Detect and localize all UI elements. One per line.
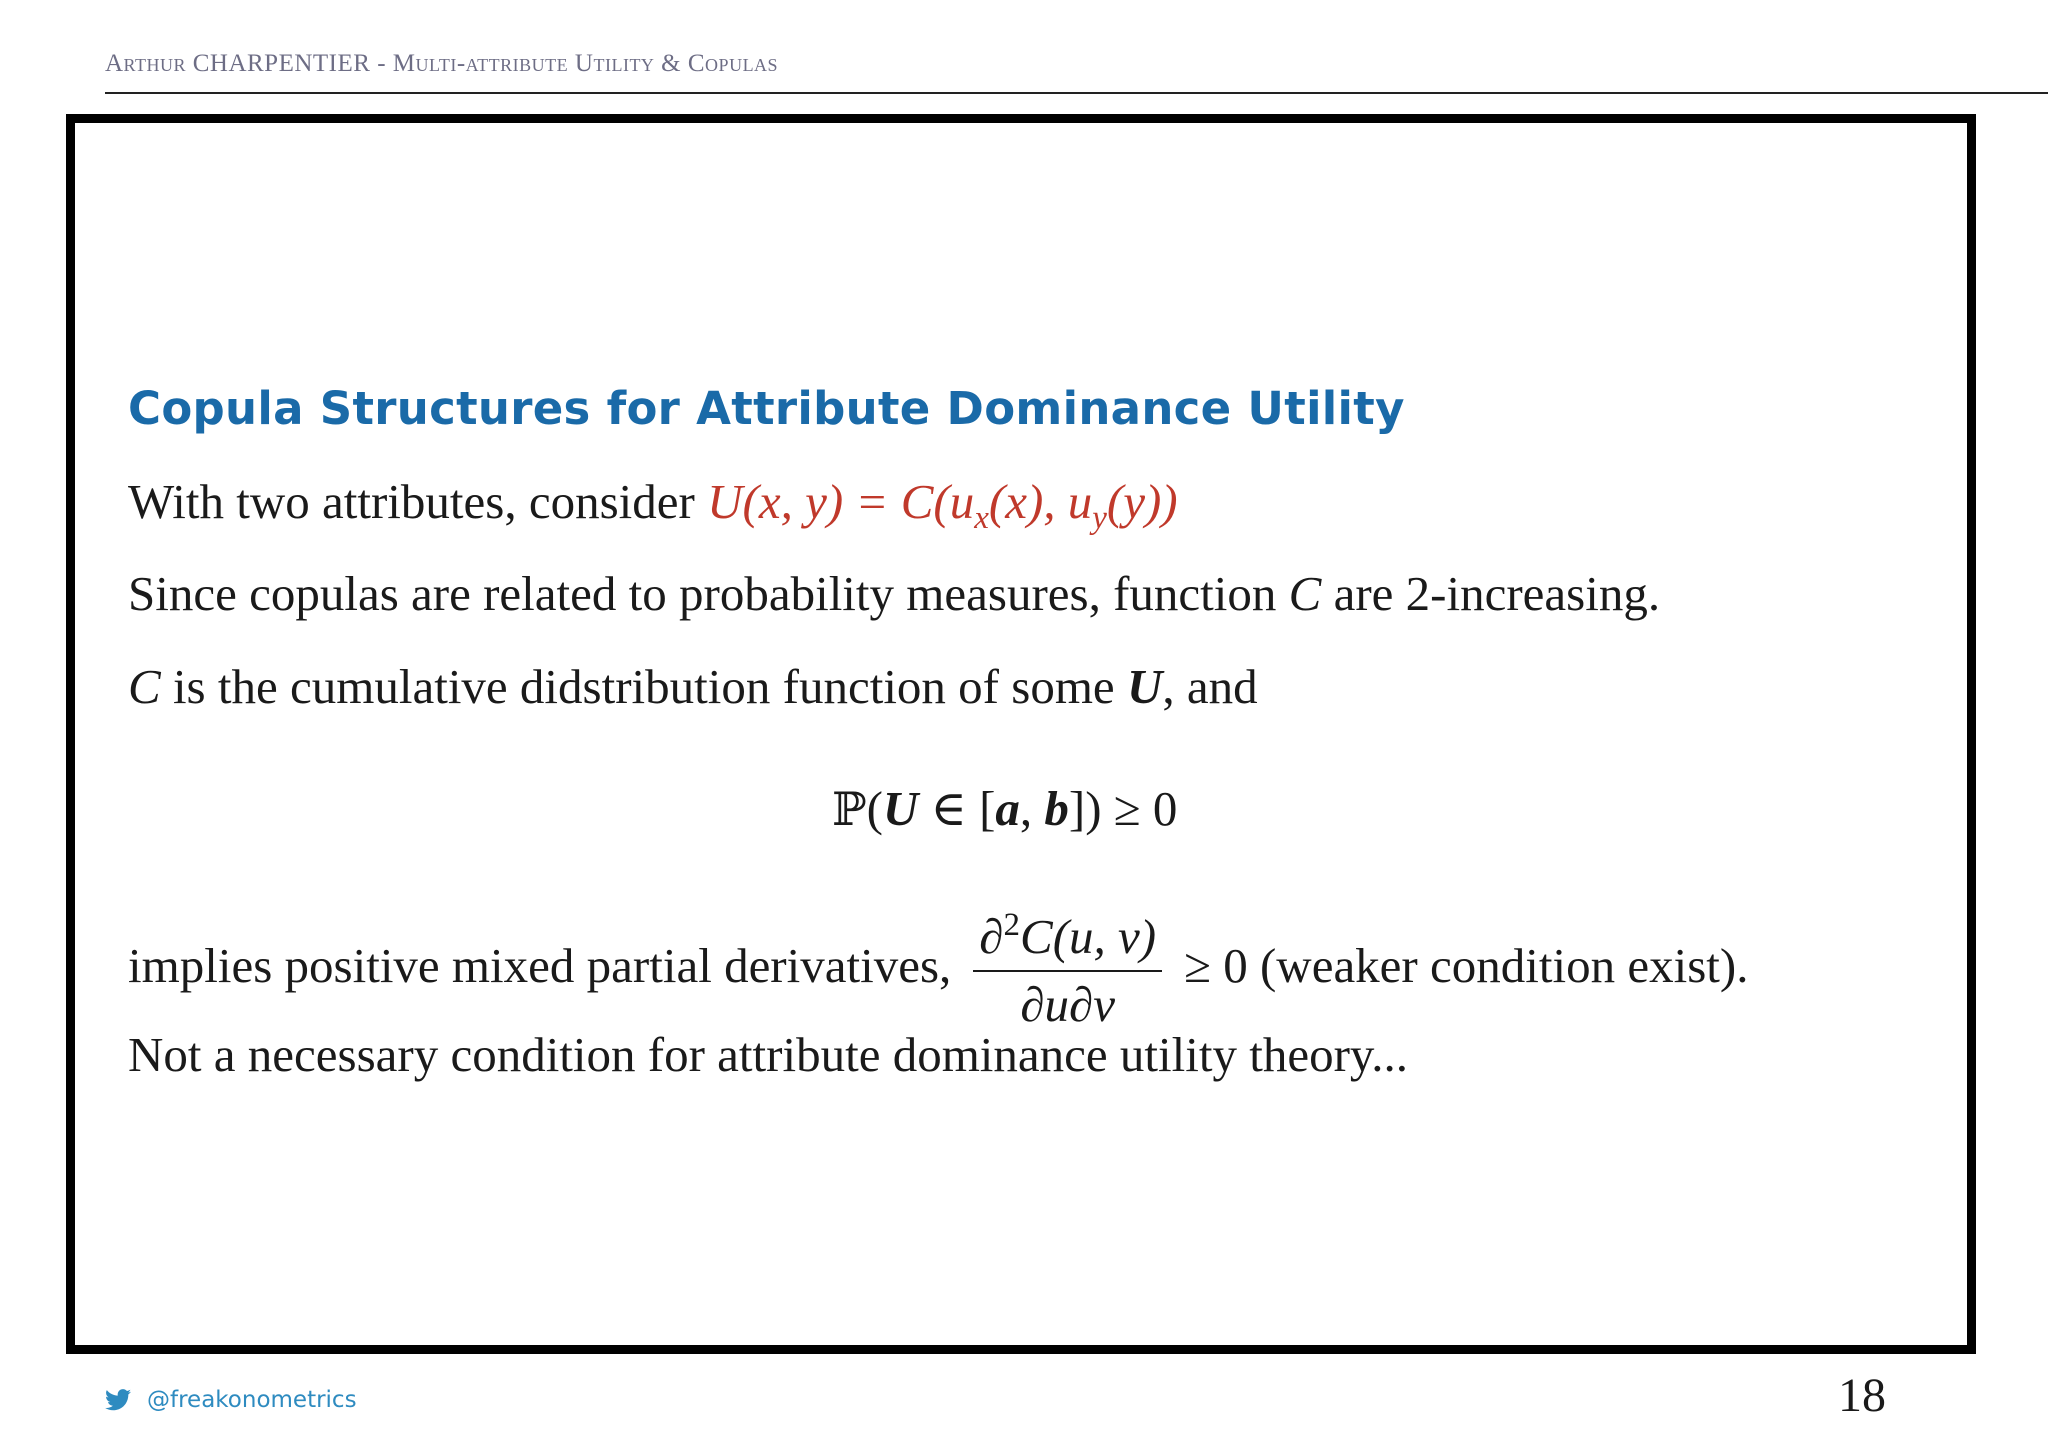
twitter-handle-text[interactable]: @freakonometrics xyxy=(147,1387,357,1413)
partial-derivative-fraction xyxy=(973,896,1162,1034)
formula-C: C xyxy=(900,474,934,529)
paragraph-not-necessary: Not a necessary condition for attribute dominance utility theory... xyxy=(128,1027,1408,1082)
paragraph-two-attributes xyxy=(128,473,1178,537)
eq-comma: , xyxy=(1019,781,1045,836)
formula-open: (u xyxy=(933,474,975,529)
eq-b: b xyxy=(1044,781,1069,836)
num-C: C(u, v) xyxy=(1020,909,1157,964)
eq-close: ]) ≥ 0 xyxy=(1068,781,1178,836)
line3-U: U xyxy=(1126,659,1163,714)
formula-mid: (x), u xyxy=(988,474,1093,529)
page-number: 18 xyxy=(1838,1369,1886,1422)
paragraph-mixed-partials xyxy=(128,905,1749,1032)
line2-text-a: Since copulas are related to probability measures, function xyxy=(128,566,1289,621)
eq-a: a xyxy=(995,781,1020,836)
formula-sub-y: y xyxy=(1092,500,1107,536)
display-equation xyxy=(832,780,1177,837)
line4-text-a: implies positive mixed partial derivatives, xyxy=(128,937,952,993)
twitter-icon xyxy=(105,1389,131,1411)
line2-text-b: are 2-increasing. xyxy=(1321,566,1661,621)
eq-open: ( xyxy=(866,781,883,836)
section-title: Copula Structures for Attribute Dominance Utility xyxy=(128,382,1405,435)
eq-P: ℙ xyxy=(832,782,867,836)
formula-U: U xyxy=(707,474,743,529)
paragraph-copulas-increasing xyxy=(128,565,1660,622)
fraction-numerator xyxy=(973,896,1162,972)
header-rule xyxy=(105,92,2048,94)
num-partial: ∂ xyxy=(979,909,1004,964)
formula-close: (y)) xyxy=(1106,474,1178,529)
fraction-denominator: ∂u∂v xyxy=(1020,977,1116,1032)
num-sup: 2 xyxy=(1003,907,1021,943)
eq-U: U xyxy=(882,781,919,836)
formula-args: (x, y) = xyxy=(742,474,901,529)
eq-in: ∈ [ xyxy=(918,781,996,836)
line3-text-b: , and xyxy=(1162,659,1258,714)
header-title: Arthur CHARPENTIER - Multi-attribute Utility & Copulas xyxy=(105,50,779,77)
slide-frame xyxy=(66,114,1976,1354)
paragraph-cdf xyxy=(128,658,1258,715)
line3-text-a: is the cumulative didstribution function of some xyxy=(160,659,1127,714)
line1-text: With two attributes, consider xyxy=(128,474,708,529)
utility-formula xyxy=(707,474,1178,536)
formula-sub-x: x xyxy=(974,500,989,536)
line2-C: C xyxy=(1288,566,1322,621)
twitter-handle-link[interactable] xyxy=(105,1387,357,1413)
line3-C: C xyxy=(128,659,161,714)
line4-text-b: ≥ 0 (weaker condition exist). xyxy=(1184,937,1749,993)
